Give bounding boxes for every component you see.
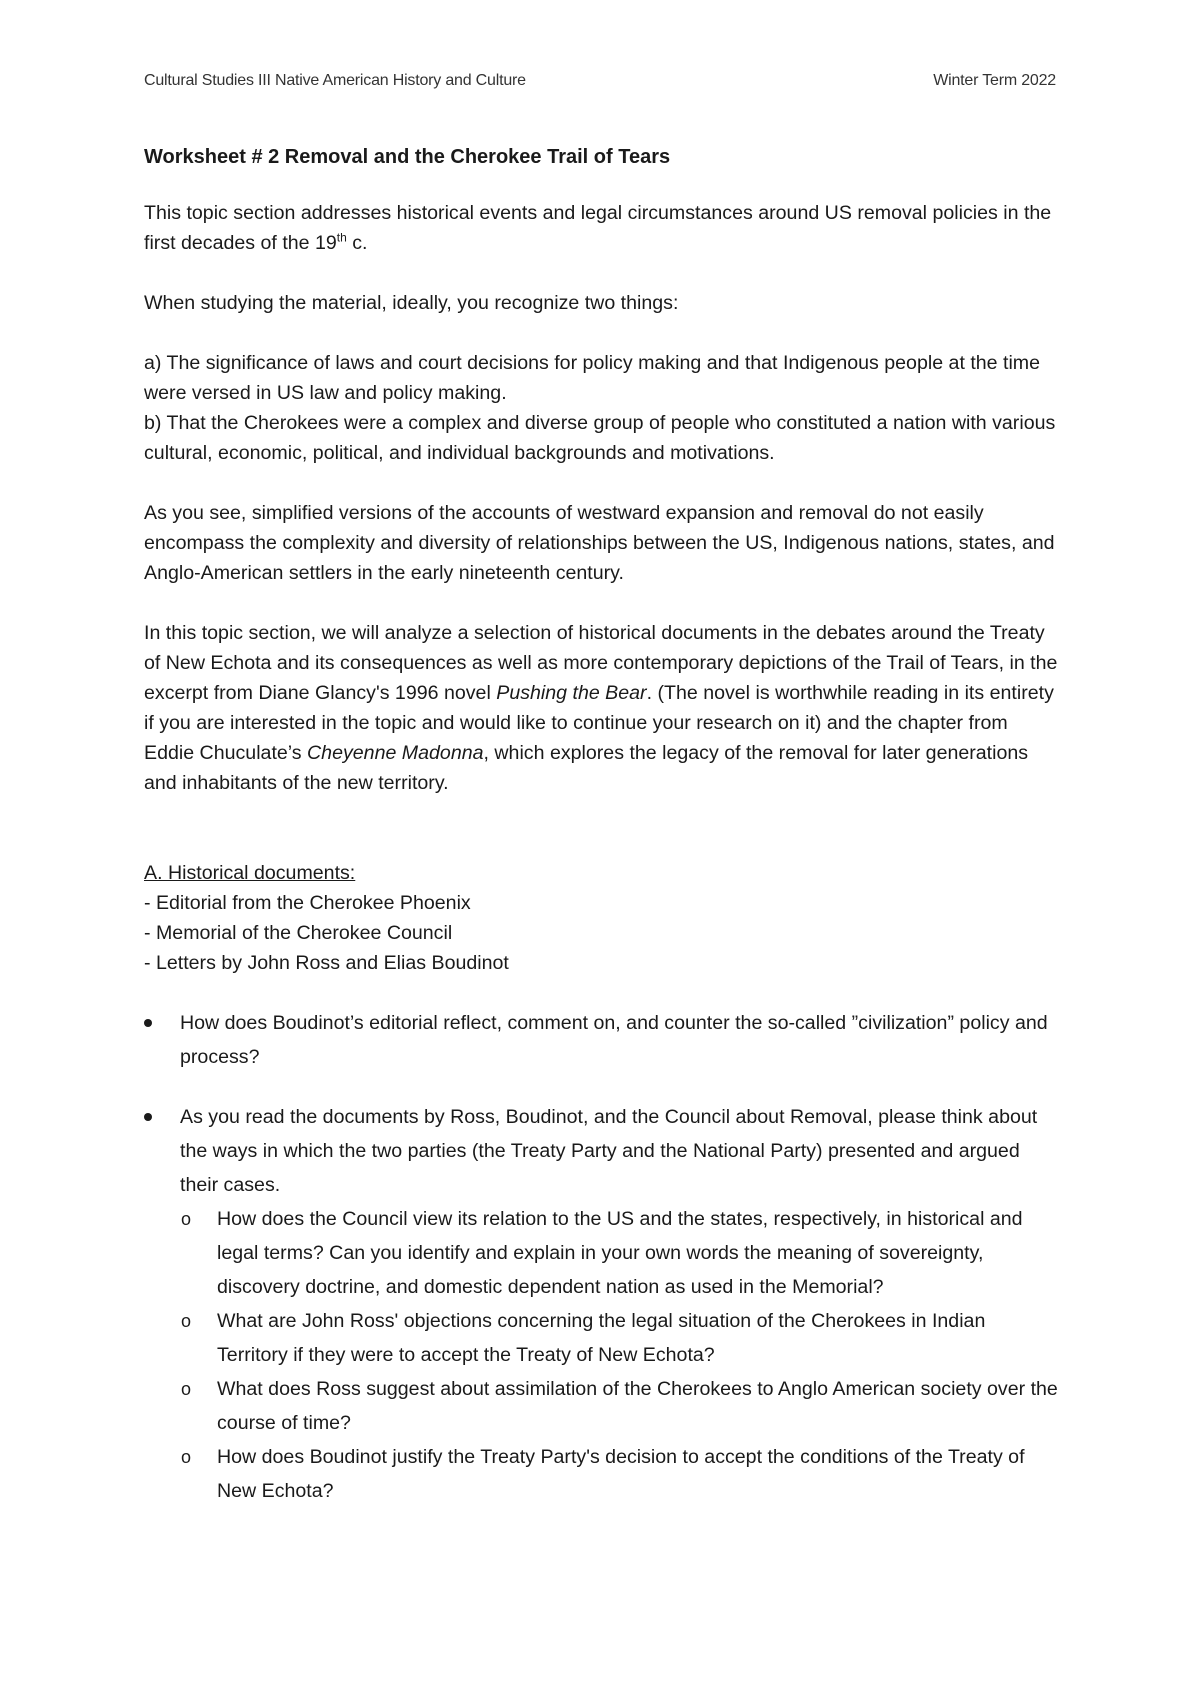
- question-bullet-2: [144, 1100, 1060, 1508]
- novel-title-pushing-the-bear: Pushing the Bear: [496, 682, 647, 704]
- document-item: - Editorial from the Cherokee Phoenix: [144, 892, 471, 914]
- p4-text-2: . (The novel is worthwhile reading in its entirety if you are interested in the topic and would like to continue your research on it) and the chapter from Eddie Chuculate’s: [144, 682, 1054, 764]
- sub-question-text: What are John Ross' objections concerning the legal situation of the Cherokees in Indian Territory if they were to accept the Treaty of New Echota?: [217, 1310, 986, 1366]
- header-course-title: Cultural Studies III Native American History and Culture: [144, 72, 526, 89]
- question-bullet-1: [144, 1006, 1060, 1074]
- section-a-heading: A. Historical documents:: [144, 862, 356, 884]
- sub-question-list: [144, 1202, 1060, 1508]
- document-list: [144, 888, 1060, 978]
- circle-bullet-icon: o: [181, 1311, 192, 1331]
- point-a: a) The significance of laws and court decisions for policy making and that Indigenous people at the time were versed in US law and policy making.: [144, 352, 1041, 404]
- sub-question: [144, 1304, 1060, 1372]
- sub-question-text: What does Ross suggest about assimilation of the Cherokees to Anglo American society over the course of time?: [217, 1378, 1058, 1434]
- circle-bullet-icon: o: [181, 1447, 192, 1467]
- intro-text: This topic section addresses historical events and legal circumstances around US removal policies in the first decades of the 19: [144, 202, 1052, 254]
- intro-paragraph-4: [144, 618, 1060, 798]
- worksheet-title: Worksheet # 2 Removal and the Cherokee Trail of Tears: [144, 146, 671, 168]
- superscript-th: th: [336, 230, 347, 245]
- sub-question: [144, 1202, 1060, 1304]
- question-text: As you read the documents by Ross, Boudinot, and the Council about Removal, please think about the ways in which the two parties (the Treaty Party and the National Party) presented and argued their cases.: [180, 1106, 1038, 1196]
- document-item: - Letters by John Ross and Elias Boudinot: [144, 952, 509, 974]
- document-item: - Memorial of the Cherokee Council: [144, 922, 453, 944]
- question-text: How does Boudinot’s editorial reflect, comment on, and counter the so-called ”civilization” policy and process?: [180, 1012, 1048, 1068]
- header-term: Winter Term 2022: [933, 72, 1056, 89]
- intro-text-end: c.: [346, 232, 368, 254]
- intro-paragraph-1: [144, 198, 1060, 258]
- p4-text-3: , which explores the legacy of the removal for later generations and inhabitants of the new territory.: [144, 742, 1029, 794]
- circle-bullet-icon: o: [181, 1209, 192, 1229]
- bullet-icon: [144, 1113, 152, 1121]
- sub-question-text: How does the Council view its relation to the US and the states, respectively, in historical and legal terms? Can you identify and explain in your own words the meaning of sovereignty, discovery doctrine, and domestic dependent nation as used in the Memorial?: [217, 1208, 1023, 1298]
- p4-text-1: In this topic section, we will analyze a selection of historical documents in the debates around the Treaty of New Echota and its consequences as well as more contemporary depictions of the Trail of Tears, in the excerpt from Diane Glancy's 1996 novel: [144, 622, 1058, 704]
- sub-question: [144, 1440, 1060, 1508]
- question-list: [144, 1006, 1060, 1508]
- page-header: [144, 72, 1056, 90]
- book-title-cheyenne-madonna: Cheyenne Madonna: [307, 742, 484, 764]
- point-b: b) That the Cherokees were a complex and diverse group of people who constituted a nation with various cultural, economic, political, and individual backgrounds and motivations.: [144, 412, 1056, 464]
- sub-question: [144, 1372, 1060, 1440]
- sub-question-text: How does Boudinot justify the Treaty Party's decision to accept the conditions of the Treaty of New Echota?: [217, 1446, 1025, 1502]
- intro-paragraph-3: As you see, simplified versions of the accounts of westward expansion and removal do not easily encompass the complexity and diversity of relationships between the US, Indigenous nations, states, and Anglo-American settlers in the early nineteenth century.: [144, 502, 1055, 584]
- circle-bullet-icon: o: [181, 1379, 192, 1399]
- page-content: [144, 142, 1060, 1508]
- bullet-icon: [144, 1019, 152, 1027]
- intro-paragraph-2: When studying the material, ideally, you recognize two things:: [144, 292, 679, 314]
